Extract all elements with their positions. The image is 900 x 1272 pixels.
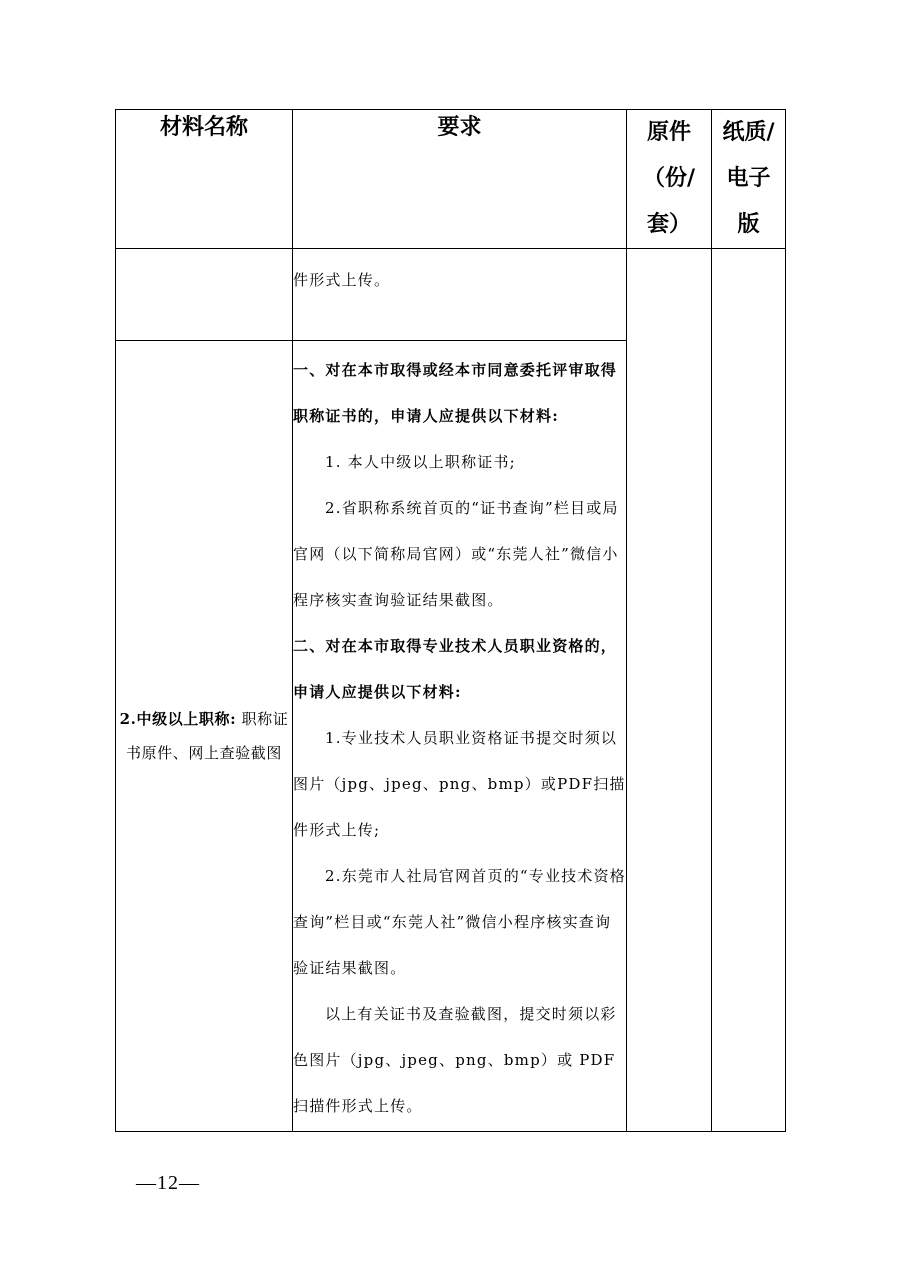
requirement-paragraph: 2.东莞市人社局官网首页的“专业技术资格查询”栏目或“东莞人社”微信小程序核实查询验证结果截图。 [293,867,626,977]
header-original-count [627,110,712,249]
header-format-line-1: 纸质/ [722,120,775,145]
header-original-line-3: 套） [646,212,691,237]
continuation-name-cell [116,249,293,341]
requirement-paragraphs [293,347,626,1129]
requirement-paragraph: 2.省职称系统首页的“证书查询”栏目或局官网（以下简称局官网）或“东莞人社”微信小程序核实查询验证结果截图。 [293,499,619,609]
table-row-continuation [116,249,786,341]
requirement-paragraph: 一、对在本市取得或经本市同意委托评审取得职称证书的，申请人应提供以下材料: [293,361,618,425]
material-name-cell [116,341,293,1132]
requirement-paragraph: 1. 本人中级以上职称证书; [325,453,516,471]
requirement-cell [293,341,627,1132]
continuation-text: 件形式上传。 [293,271,391,289]
header-paper-electronic [712,110,786,249]
material-name-text: 职称证书原件、网上查验截图 [125,710,289,762]
requirement-paragraph: 以上有关证书及查验截图，提交时须以彩色图片（jpg、jpeg、png、bmp）或 PDF 扫描件形式上传。 [293,1005,617,1115]
header-original-line-1: 原件 [646,120,691,145]
requirement-paragraph: 1.专业技术人员职业资格证书提交时须以图片（jpg、jpeg、png、bmp）或PDF扫描件形式上传; [293,729,626,839]
header-original-line-2: （份/ [642,166,696,191]
header-material-name: 材料名称 [116,110,293,249]
continuation-requirement-cell [293,249,627,341]
header-format-line-2: 电子 [726,166,771,191]
materials-table [115,109,786,1132]
header-requirement: 要求 [293,110,627,249]
paper-electronic-cell [712,249,786,1132]
page-number: —12— [136,1172,200,1194]
header-format-line-3: 版 [737,212,760,237]
material-name-bold: 2.中级以上职称: [119,710,237,728]
requirement-paragraph: 二、对在本市取得专业技术人员职业资格的，申请人应提供以下材料: [293,637,618,701]
original-count-cell [627,249,712,1132]
table-header-row [116,110,786,249]
